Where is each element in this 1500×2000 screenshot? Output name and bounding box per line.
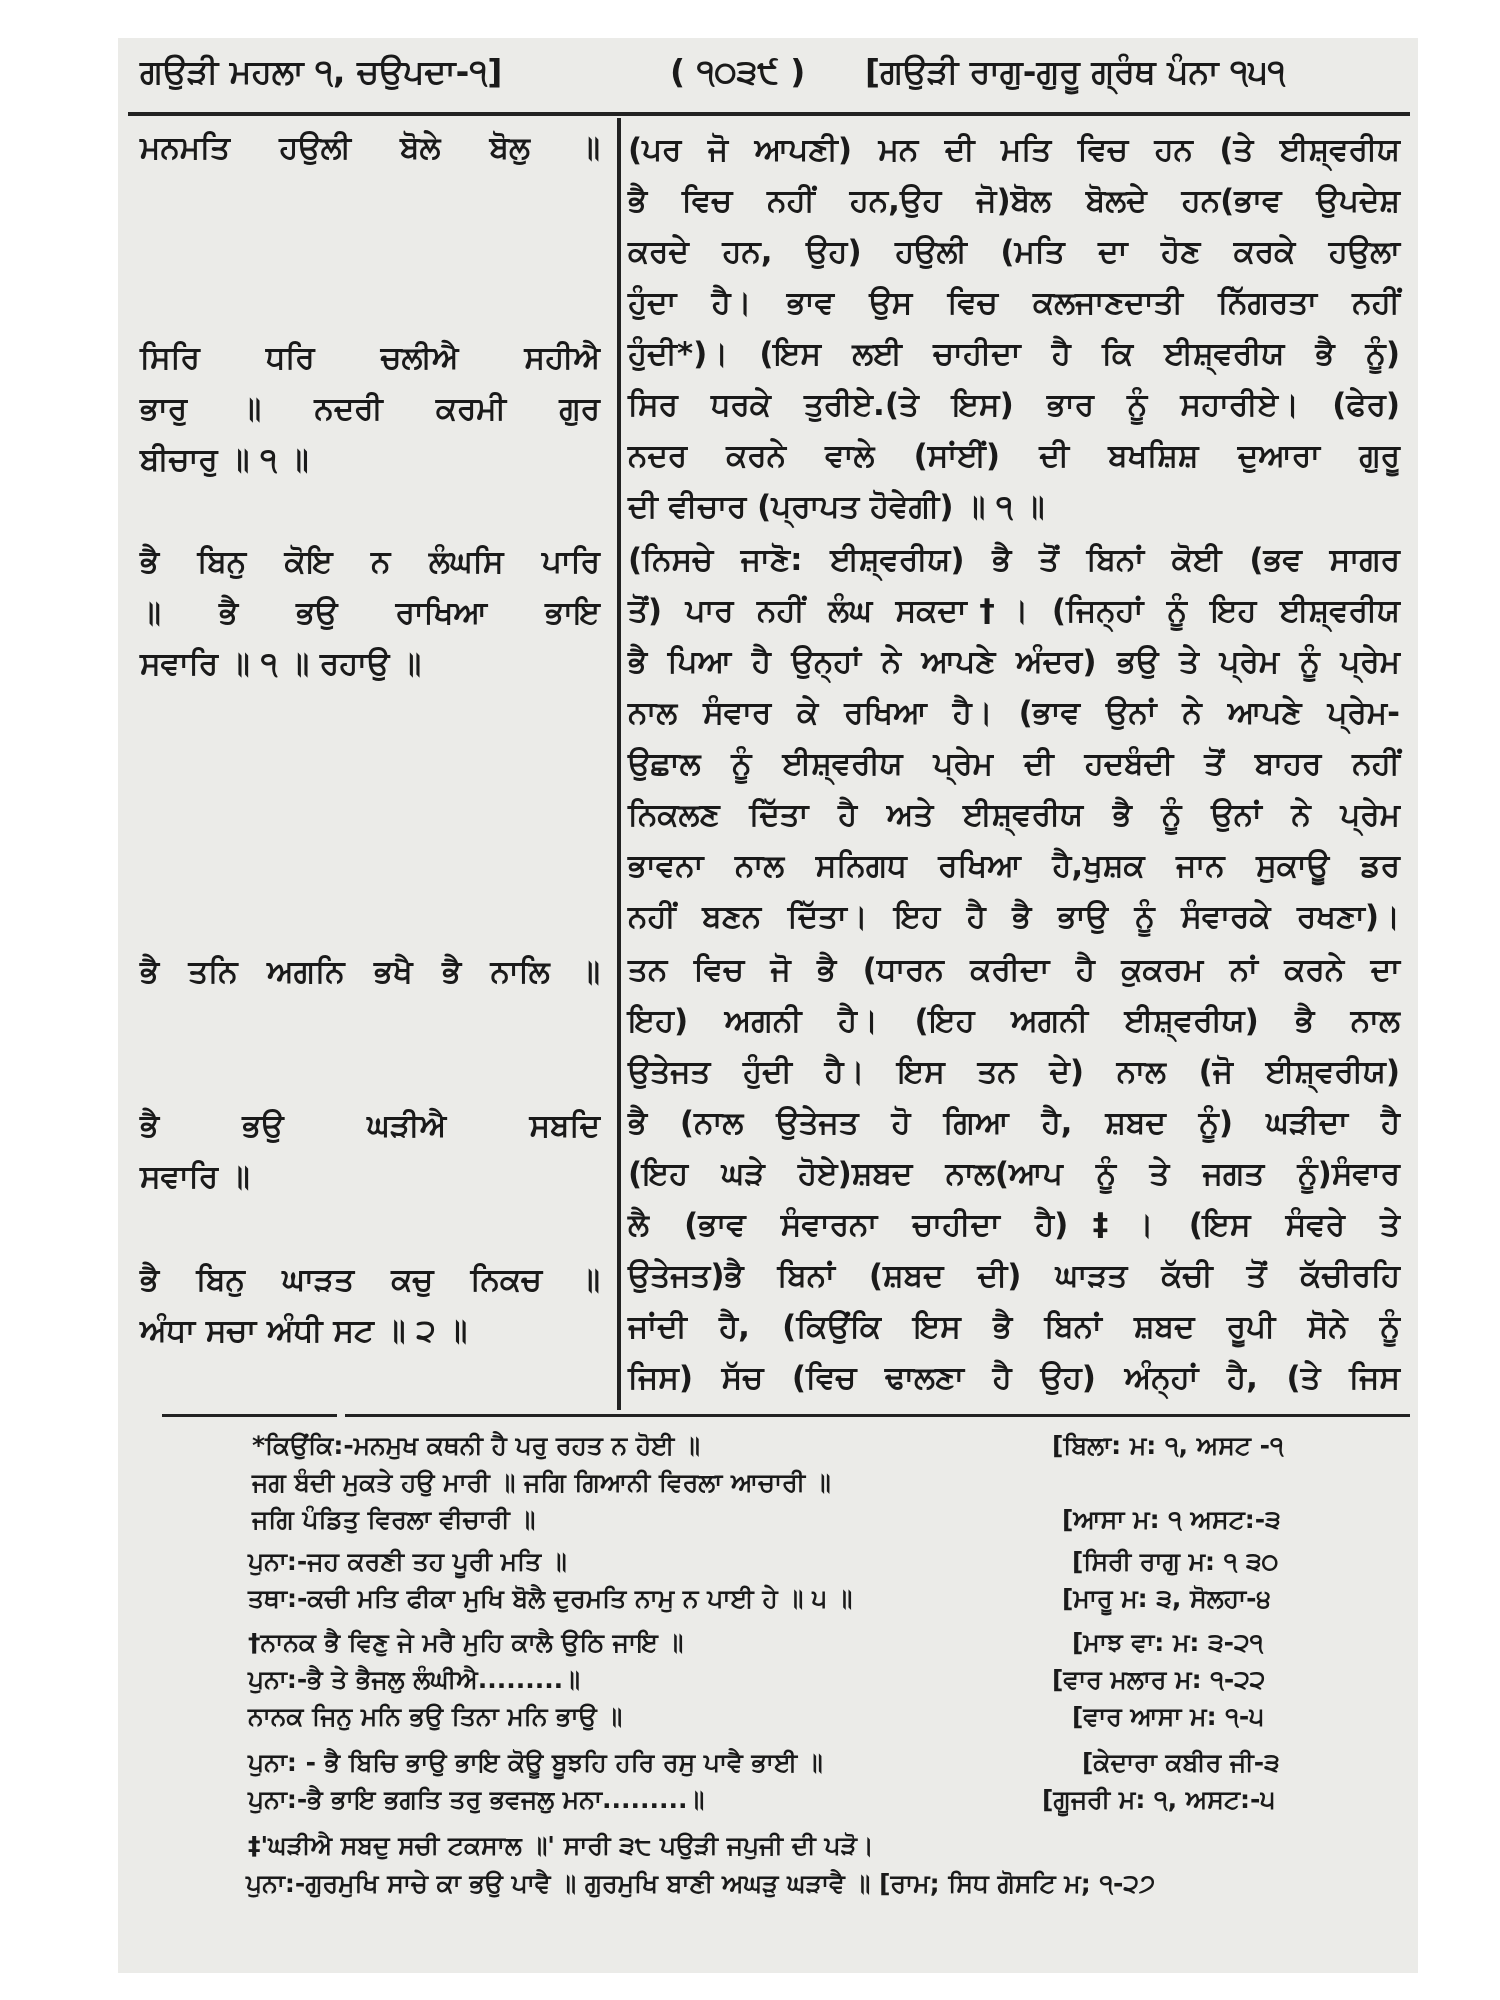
verse-line: ਭੈ ਭਉ ਘੜੀਐ ਸਬਦਿ [140, 1108, 600, 1144]
footnote-reference: [ਮਾਰੂ ਮ: ੩, ਸੋਲਹਾ-੪ [1062, 1584, 1271, 1613]
commentary-line: ਉਤੇਜਤ ਹੁੰਦੀ ਹੈ। ਇਸ ਤਨ ਦੇ) ਨਾਲ (ਜੋ ਈਸ਼੍ਵਰੀਯ) [628, 1054, 1400, 1090]
footnote-line: ਪੁਨਾ:-ਭੈ ਭਾਇ ਭਗਤਿ ਤਰੁ ਭਵਜਲੁ ਮਨਾ.........॥ [248, 1785, 705, 1814]
verse-line: ਭਾਰੁ ॥ ਨਦਰੀ ਕਰਮੀ ਗੁਰ [140, 391, 600, 427]
footnote-reference: [ਆਸਾ ਮ: ੧ ਅਸਟ:-੩ [1062, 1505, 1281, 1534]
footnote-reference: [ਮਾਝ ਵਾ: ਮ: ੩-੨੧ [1072, 1628, 1264, 1657]
commentary-line: ਉਛਾਲ ਨੂੰ ਈਸ਼੍ਵਰੀਯ ਪ੍ਰੇਮ ਦੀ ਹਦਬੰਦੀ ਤੋਂ ਬਾਹਰ ਨਹੀਂ [628, 746, 1400, 782]
commentary-line: ਨਦਰ ਕਰਨੇ ਵਾਲੇ (ਸਾਂਈਂ) ਦੀ ਬਖਸ਼ਿਸ਼ ਦੁਆਰਾ ਗੁਰੂ [628, 438, 1400, 474]
verse-line: ॥ ਭੈ ਭਉ ਰਾਖਿਆ ਭਾਇ [140, 595, 600, 631]
verse-line: ਮਨਮਤਿ ਹਉਲੀ ਬੋਲੇ ਬੋਲੁ ॥ [140, 130, 600, 166]
footnote-line: ਨਾਨਕ ਜਿਨੁ ਮਨਿ ਭਉ ਤਿਨਾ ਮਨਿ ਭਾਉ ॥ [248, 1702, 623, 1731]
commentary-line: (ਇਹ ਘੜੇ ਹੋਏ)ਸ਼ਬਦ ਨਾਲ(ਆਪ ਨੂੰ ਤੇ ਜਗਤ ਨੂੰ)ਸੰਵਾਰ [628, 1156, 1400, 1192]
footnote-reference: [ਸਿਰੀ ਰਾਗੁ ਮ: ੧ ੩੦ [1072, 1547, 1279, 1576]
verse-line: ਅੰਧਾ ਸਚਾ ਅੰਧੀ ਸਟ ॥ ੨ ॥ [140, 1313, 468, 1349]
footnote-line: ਪੁਨਾ:-ਗੁਰਮੁਖਿ ਸਾਚੇ ਕਾ ਭਉ ਪਾਵੈ ॥ ਗੁਰਮੁਖਿ ਬਾਣੀ ਅਘੜੁ ਘੜਾਵੈ ॥ [ਰਾਮ; ਸਿਧ ਗੋਸਟਿ ਮ; ੧-੨੭ [246, 1869, 1156, 1898]
commentary-line: ਭਾਵਨਾ ਨਾਲ ਸਨਿਗਧ ਰਖਿਆ ਹੈ,ਖੁਸ਼ਕ ਜਾਨ ਸੁਕਾਊ ਡਰ [628, 848, 1400, 884]
commentary-line: ਜਾਂਦੀ ਹੈ, (ਕਿਉਂਕਿ ਇਸ ਭੈ ਬਿਨਾਂ ਸ਼ਬਦ ਰੂਪੀ ਸੋਨੇ ਨੂੰ [628, 1309, 1400, 1345]
footnote-line: ਪੁਨਾ: - ਭੈ ਬਿਚਿ ਭਾਉ ਭਾਇ ਕੋਊ ਬੂਝਹਿ ਹਰਿ ਰਸੁ ਪਾਵੈ ਭਾਈ ॥ [248, 1748, 823, 1777]
commentary-line: ਤਨ ਵਿਚ ਜੋ ਭੈ (ਧਾਰਨ ਕਰੀਦਾ ਹੈ ਕੁਕਰਮ ਨਾਂ ਕਰਨੇ ਦਾ [628, 952, 1400, 988]
commentary-line: ਹੁੰਦੀ*)। (ਇਸ ਲਈ ਚਾਹੀਦਾ ਹੈ ਕਿ ਈਸ਼੍ਵਰੀਯ ਭੈ ਨੂੰ) [628, 336, 1400, 372]
footnote-line: †ਨਾਨਕ ਭੈ ਵਿਣੁ ਜੇ ਮਰੈ ਮੁਹਿ ਕਾਲੈ ਉਠਿ ਜਾਇ ॥ [248, 1628, 684, 1657]
footnote-rule [345, 1414, 1410, 1417]
footnote-reference: [ਗੂਜਰੀ ਮ: ੧, ਅਸਟ:-੫ [1042, 1785, 1276, 1814]
commentary-line: ਨਾਲ ਸੰਵਾਰ ਕੇ ਰਖਿਆ ਹੈ। (ਭਾਵ ਉਨਾਂ ਨੇ ਆਪਣੇ ਪ੍ਰੇਮ- [628, 695, 1400, 731]
commentary-line: ਹੁੰਦਾ ਹੈ। ਭਾਵ ਉਸ ਵਿਚ ਕਲਜਾਣਦਾਤੀ ਨਿੱਗਰਤਾ ਨਹੀਂ [628, 285, 1400, 321]
commentary-line: ਇਹ) ਅਗਨੀ ਹੈ। (ਇਹ ਅਗਨੀ ਈਸ਼੍ਵਰੀਯ) ਭੈ ਨਾਲ [628, 1003, 1400, 1039]
page-header [130, 52, 1400, 110]
commentary-line: ਸਿਰ ਧਰਕੇ ਤੁਰੀਏ.(ਤੇ ਇਸ) ਭਾਰ ਨੂੰ ਸਹਾਰੀਏ। (ਫੇਰ) [628, 387, 1400, 423]
footnote-line: ਤਥਾ:-ਕਚੀ ਮਤਿ ਫੀਕਾ ਮੁਖਿ ਬੋਲੈ ਦੁਰਮਤਿ ਨਾਮੁ ਨ ਪਾਈ ਹੇ ॥ ੫ ॥ [248, 1584, 853, 1613]
footnote-line: ਪੁਨਾ:-ਭੈ ਤੇ ਭੈਜਲੁ ਲੰਘੀਐ.........॥ [248, 1665, 581, 1694]
footnote-rule [162, 1414, 337, 1417]
commentary-line: ਨਿਕਲਣ ਦਿੱਤਾ ਹੈ ਅਤੇ ਈਸ਼੍ਵਰੀਯ ਭੈ ਨੂੰ ਉਨਾਂ ਨੇ ਪ੍ਰੇਮ [628, 797, 1400, 833]
footnote-line: ‡'ਘੜੀਐ ਸਬਦੁ ਸਚੀ ਟਕਸਾਲ ॥' ਸਾਰੀ ੩੮ ਪਉੜੀ ਜਪੁਜੀ ਦੀ ਪੜੋ। [248, 1831, 874, 1860]
footnote-line: ਜਗ ਬੰਦੀ ਮੁਕਤੇ ਹਉ ਮਾਰੀ ॥ ਜਗਿ ਗਿਆਨੀ ਵਿਰਲਾ ਆਚਾਰੀ ॥ [252, 1468, 831, 1497]
header-rule [128, 112, 1410, 116]
footnote-reference: [ਕੇਦਾਰਾ ਕਬੀਰ ਜੀ-੩ [1082, 1748, 1280, 1777]
verse-line: ਭੈ ਬਿਨੁ ਕੋਇ ਨ ਲੰਘਸਿ ਪਾਰਿ [140, 544, 600, 580]
verse-line: ਭੈ ਬਿਨੁ ਘਾੜਤ ਕਚੁ ਨਿਕਚ ॥ [140, 1262, 600, 1298]
header-left-title: ਗਉੜੀ ਮਹਲਾ ੧, ਚਉਪਦਾ-੧] [140, 52, 503, 91]
commentary-line: ਭੈ ਵਿਚ ਨਹੀਂ ਹਨ,ਉਹ ਜੋ)ਬੋਲ ਬੋਲਦੇ ਹਨ(ਭਾਵ ਉਪਦੇਸ਼ [628, 183, 1400, 219]
commentary-line: ਜਿਸ) ਸੱਚ (ਵਿਚ ਢਾਲਣਾ ਹੈ ਉਹ) ਅੰਨ੍ਹਾਂ ਹੈ, (ਤੇ ਜਿਸ [628, 1360, 1400, 1396]
commentary-line: ਤੋਂ) ਪਾਰ ਨਹੀਂ ਲੰਘ ਸਕਦਾ†। (ਜਿਨ੍ਹਾਂ ਨੂੰ ਇਹ ਈਸ਼੍ਵਰੀਯ [628, 593, 1400, 629]
commentary-line: ਲੈ (ਭਾਵ ਸੰਵਾਰਨਾ ਚਾਹੀਦਾ ਹੈ)‡। (ਇਸ ਸੰਵਰੇ ਤੇ [628, 1207, 1400, 1243]
commentary-line: ਭੈ ਪਿਆ ਹੈ ਉਨ੍ਹਾਂ ਨੇ ਆਪਣੇ ਅੰਦਰ) ਭਉ ਤੇ ਪ੍ਰੇਮ ਨੂੰ ਪ੍ਰੇਮ [628, 644, 1400, 680]
verse-line: ਸਵਾਰਿ ॥ [140, 1159, 250, 1195]
commentary-line: (ਨਿਸਚੇ ਜਾਣੋ: ਈਸ਼੍ਵਰੀਯ) ਭੈ ਤੋਂ ਬਿਨਾਂ ਕੋਈ (ਭਵ ਸਾਗਰ [628, 542, 1400, 578]
footnote-line: *ਕਿਉਂਕਿ:-ਮਨਮੁਖ ਕਥਨੀ ਹੈ ਪਰੁ ਰਹਤ ਨ ਹੋਈ ॥ [252, 1431, 700, 1460]
verse-line: ਭੈ ਤਨਿ ਅਗਨਿ ਭਖੈ ਭੈ ਨਾਲਿ ॥ [140, 954, 600, 990]
footnote-reference: [ਬਿਲਾ: ਮ: ੧, ਅਸਟ -੧ [1052, 1431, 1284, 1460]
verse-line: ਸਿਰਿ ਧਰਿ ਚਲੀਐ ਸਹੀਐ [140, 340, 600, 376]
verse-line: ਬੀਚਾਰੁ ॥ ੧ ॥ [140, 442, 309, 478]
header-right-title: [ਗਉੜੀ ਰਾਗੁ-ਗੁਰੂ ਗ੍ਰੰਥ ਪੰਨਾ ੧੫੧ [865, 52, 1286, 91]
commentary-line: ਉਤੇਜਤ)ਭੈ ਬਿਨਾਂ (ਸ਼ਬਦ ਦੀ) ਘਾੜਤ ਕੱਚੀ ਤੋਂ ਕੱਚੀਰਹਿ [628, 1258, 1400, 1294]
commentary-line: (ਪਰ ਜੋ ਆਪਣੀ) ਮਨ ਦੀ ਮਤਿ ਵਿਚ ਹਨ (ਤੇ ਈਸ਼੍ਵਰੀਯ [628, 132, 1400, 168]
verse-line: ਸਵਾਰਿ ॥ ੧ ॥ ਰਹਾਉ ॥ [140, 646, 422, 682]
footnote-reference: [ਵਾਰ ਆਸਾ ਮ: ੧-੫ [1072, 1702, 1264, 1731]
commentary-line: ਕਰਦੇ ਹਨ, ਉਹ) ਹਉਲੀ (ਮਤਿ ਦਾ ਹੋਣ ਕਰਕੇ ਹਉਲਾ [628, 234, 1400, 270]
footnote-line: ਪੁਨਾ:-ਜਹ ਕਰਣੀ ਤਹ ਪੂਰੀ ਮਤਿ ॥ [248, 1547, 567, 1576]
footnote-reference: [ਵਾਰ ਮਲਾਰ ਮ: ੧-੨੨ [1052, 1665, 1266, 1694]
commentary-line: ਭੈ (ਨਾਲ ਉਤੇਜਤ ਹੋ ਗਿਆ ਹੈ, ਸ਼ਬਦ ਨੂੰ) ਘੜੀਦਾ ਹੈ [628, 1105, 1400, 1141]
commentary-line: ਦੀ ਵੀਚਾਰ (ਪ੍ਰਾਪਤ ਹੋਵੇਗੀ) ॥ ੧ ॥ [628, 489, 1045, 525]
column-divider [617, 118, 621, 1410]
commentary-line: ਨਹੀਂ ਬਣਨ ਦਿੱਤਾ। ਇਹ ਹੈ ਭੈ ਭਾਉ ਨੂੰ ਸੰਵਾਰਕੇ ਰਖਣਾ)। [628, 899, 1400, 935]
footnote-line: ਜਗਿ ਪੰਡਿਤੁ ਵਿਰਲਾ ਵੀਚਾਰੀ ॥ [252, 1505, 536, 1534]
header-page-number: ( ੧੦੩੯ ) [670, 52, 806, 91]
